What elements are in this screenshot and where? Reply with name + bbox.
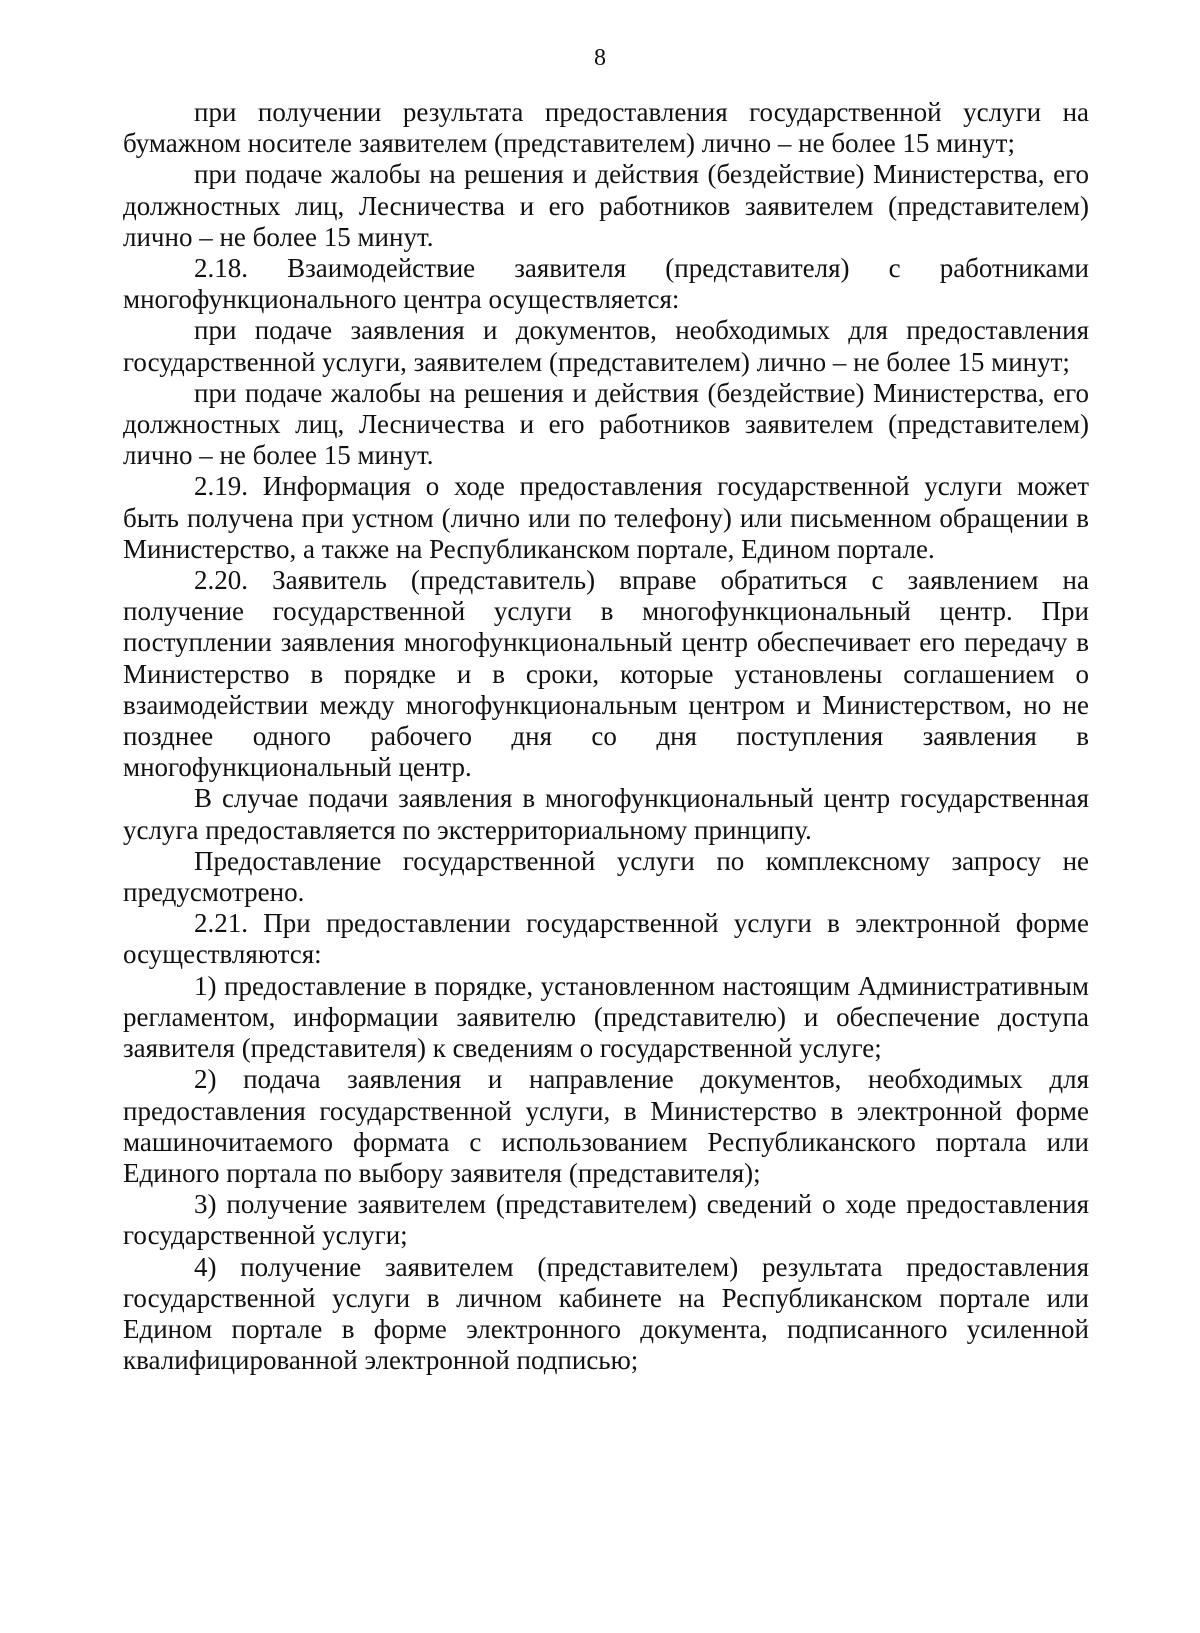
paragraph: Предоставление государственной услуги по комплексному запросу не предусмотрено. [123,845,1089,908]
paragraph: 3) получение заявителем (представителем) сведений о ходе предоставления государственной услуги; [123,1189,1089,1251]
document-body [123,97,1089,1376]
paragraph: при подаче заявления и документов, необходимых для предоставления государственной услуги, заявителем (представителем) лично – не более 15 минут; [123,315,1089,377]
paragraph: при подаче жалобы на решения и действия (бездействие) Министерства, его должностных лиц, Лесничества и его работников заявителем (представителем) лично – не более 15 минут. [123,377,1089,471]
paragraph: 1) предоставление в порядке, установленном настоящим Административным регламентом, информации заявителю (представителю) и обеспечение доступа заявителя (представителя) к сведениям о государственной услуге; [123,970,1089,1064]
page-number: 8 [594,45,606,71]
paragraph: 2.19. Информация о ходе предоставления государственной услуги может быть получена при устном (лично или по телефону) или письменном обращении в Министерство, а также на Республиканском портале, Едином портале. [123,471,1089,564]
paragraph: при подаче жалобы на решения и действия (бездействие) Министерства, его должностных лиц, Лесничества и его работников заявителем (представителем) лично – не более 15 минут. [123,159,1089,252]
paragraph: 4) получение заявителем (представителем) результата предоставления государственной услуги в личном кабинете на Республиканском портале или Едином портале в форме электронного документа, подписанного усиленной квалифицированной электронной подписью; [123,1251,1089,1376]
paragraph: 2.20. Заявитель (представитель) вправе обратиться с заявлением на получение государственной услуги в многофункциональный центр. При поступлении заявления многофункциональный центр обеспечивает его передачу в Министерство в порядке и в сроки, которые установлены соглашением о взаимодействии между многофункциональным центром и Министерством, но не позднее одного рабочего дня со дня поступления заявления в многофункциональный центр. [123,565,1089,783]
paragraph: при получении результата предоставления государственной услуги на бумажном носителе заявителем (представителем) лично – не более 15 минут; [123,97,1089,159]
paragraph: 2.18. Взаимодействие заявителя (представителя) с работниками многофункционального центра осуществляется: [123,253,1089,315]
paragraph: В случае подачи заявления в многофункциональный центр государственная услуга предоставляется по экстерриториальному принципу. [123,783,1089,845]
paragraph: 2.21. При предоставлении государственной услуги в электронной форме осуществляются: [123,908,1089,970]
paragraph: 2) подача заявления и направление документов, необходимых для предоставления государственной услуги, в Министерство в электронной форме машиночитаемого формата с использованием Республиканского портала или Единого портала по выбору заявителя (представителя); [123,1064,1089,1188]
